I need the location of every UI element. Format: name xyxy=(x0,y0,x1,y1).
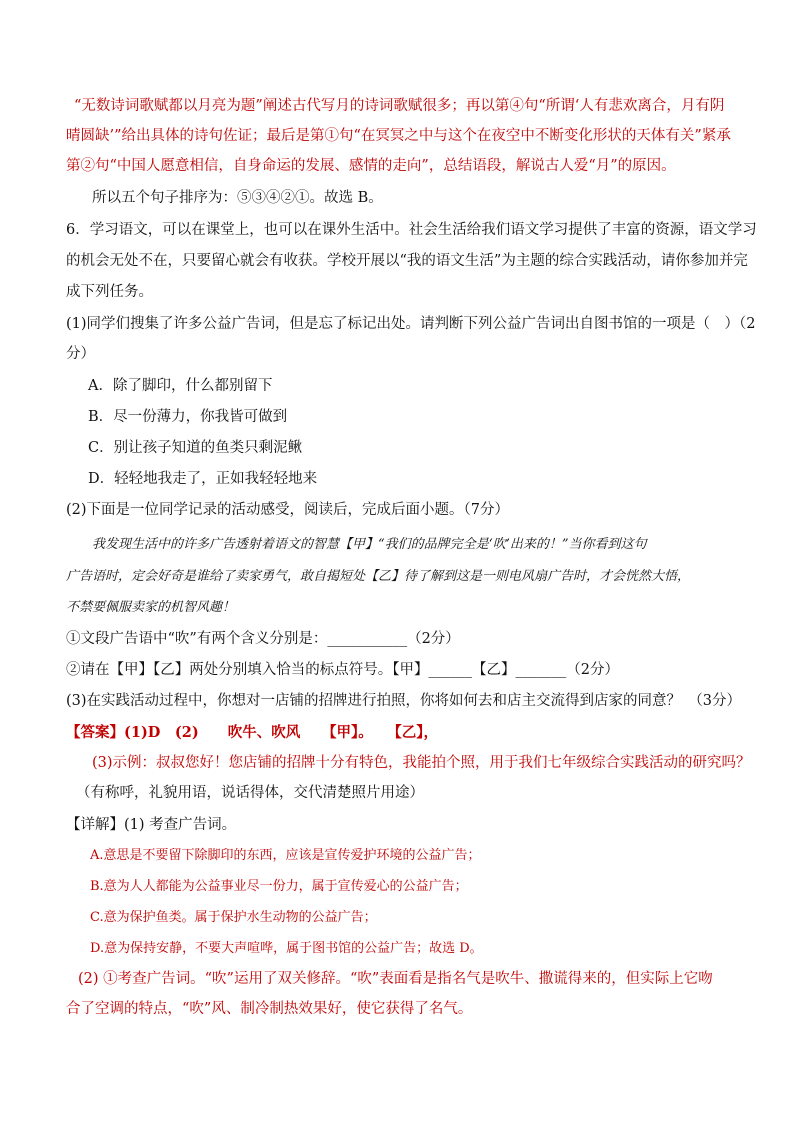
question-6-line-1: 6．学习语文，可以在课堂上，也可以在课外生活中。社会生活给我们语文学习提供了丰富的资源，语文学习 xyxy=(66,222,757,238)
question-6-line-2: 的机会无处不在，只要留心就会有收获。学校开展以“我的语文生活”为主题的综合实践活动，请你参加并完 xyxy=(66,253,748,269)
passage-line-3: 不禁要佩服卖家的机智风趣！ xyxy=(66,600,236,615)
explanation-line-1: “无数诗词歌赋都以月亮为题”阐述古代写月的诗词歌赋很多；再以第④句“所谓‘人有悲欢离合，月有阴 xyxy=(74,98,725,114)
part-1-prompt-line-1: (1)同学们搜集了许多公益广告词，但是忘了标记出处。请判断下列公益广告词出自图书馆的一项是（ ）（2 xyxy=(66,316,756,332)
detail-part-2-line-2: 合了空调的特点，“吹”风、制冷制热效果好，使它获得了名气。 xyxy=(66,1001,473,1017)
answer-summary-line: 所以五个句子排序为：⑤③④②①。故选 B。 xyxy=(92,190,383,206)
option-b: B．尽一份薄力，你我皆可做到 xyxy=(88,409,288,425)
explanation-line-3: 第②句“中国人愿意相信，自身命运的发展、感情的走向”，总结语段，解说古人爱“月”的原因。 xyxy=(66,158,676,174)
detail-option-d: D.意为保持安静，不要大声喧哗，属于图书馆的公益广告；故选 D。 xyxy=(90,941,483,956)
question-6-line-3: 成下列任务。 xyxy=(66,284,153,300)
subquestion-2: ②请在【甲】【乙】两处分别填入恰当的标点符号。【甲】______【乙】_______（2分） xyxy=(66,662,619,678)
part-2-prompt: (2)下面是一位同学记录的活动感受，阅读后，完成后面小题。（7分） xyxy=(66,502,510,518)
option-a: A．除了脚印，什么都别留下 xyxy=(88,378,273,394)
answer-line: 【答案】(1)D (2) 吹牛、吹风 【甲】。 【乙】， xyxy=(66,724,438,741)
option-d: D．轻轻地我走了，正如我轻轻地来 xyxy=(88,471,318,487)
subquestion-1: ①文段广告语中“吹”有两个含义分别是：___________（2分） xyxy=(66,631,460,647)
detail-option-b: B.意为人人都能为公益事业尽一份力，属于宣传爱心的公益广告； xyxy=(90,879,468,894)
detail-option-a: A.意思是不要留下除脚印的东西，应该是宣传爱护环境的公益广告； xyxy=(90,848,481,863)
detail-heading: 【详解】(1) 考查广告词。 xyxy=(66,817,237,833)
part-3-prompt: (3)在实践活动过程中，你想对一店铺的招牌进行拍照，你将如何去和店主交流得到店家的同意？ （3分） xyxy=(66,693,742,709)
option-c: C．别让孩子知道的鱼类只剩泥鳅 xyxy=(88,440,303,456)
explanation-line-2: 晴圆缺’”给出具体的诗句佐证；最后是第①句“在冥冥之中与这个在夜空中不断变化形状的天体有关”紧承 xyxy=(66,128,731,144)
passage-line-1: 我发现生活中的许多广告透射着语文的智慧【甲】“我们的品牌完全是‘吹’出来的！”当你看到这句 xyxy=(92,537,647,552)
part-1-prompt-line-2: 分） xyxy=(66,346,95,362)
detail-part-2-line-1: (2) ①考查广告词。“吹”运用了双关修辞。“吹”表面看是指名气是吹牛、撒谎得来的，但实际上它吻 xyxy=(78,971,713,987)
answer-example-line: (3)示例：叔叔您好！您店铺的招牌十分有特色，我能拍个照，用于我们七年级综合实践活动的研究吗？ xyxy=(92,755,751,771)
detail-option-c: C.意为保护鱼类。属于保护水生动物的公益广告； xyxy=(90,910,377,925)
passage-line-2: 广告语时，定会好奇是谁给了卖家勇气，敢自揭短处【乙】待了解到这是一则电风扇广告时，才会恍然大悟， xyxy=(66,569,691,584)
answer-criteria-line: （有称呼，礼貌用语，说话得体，交代清楚照片用途） xyxy=(76,785,424,801)
